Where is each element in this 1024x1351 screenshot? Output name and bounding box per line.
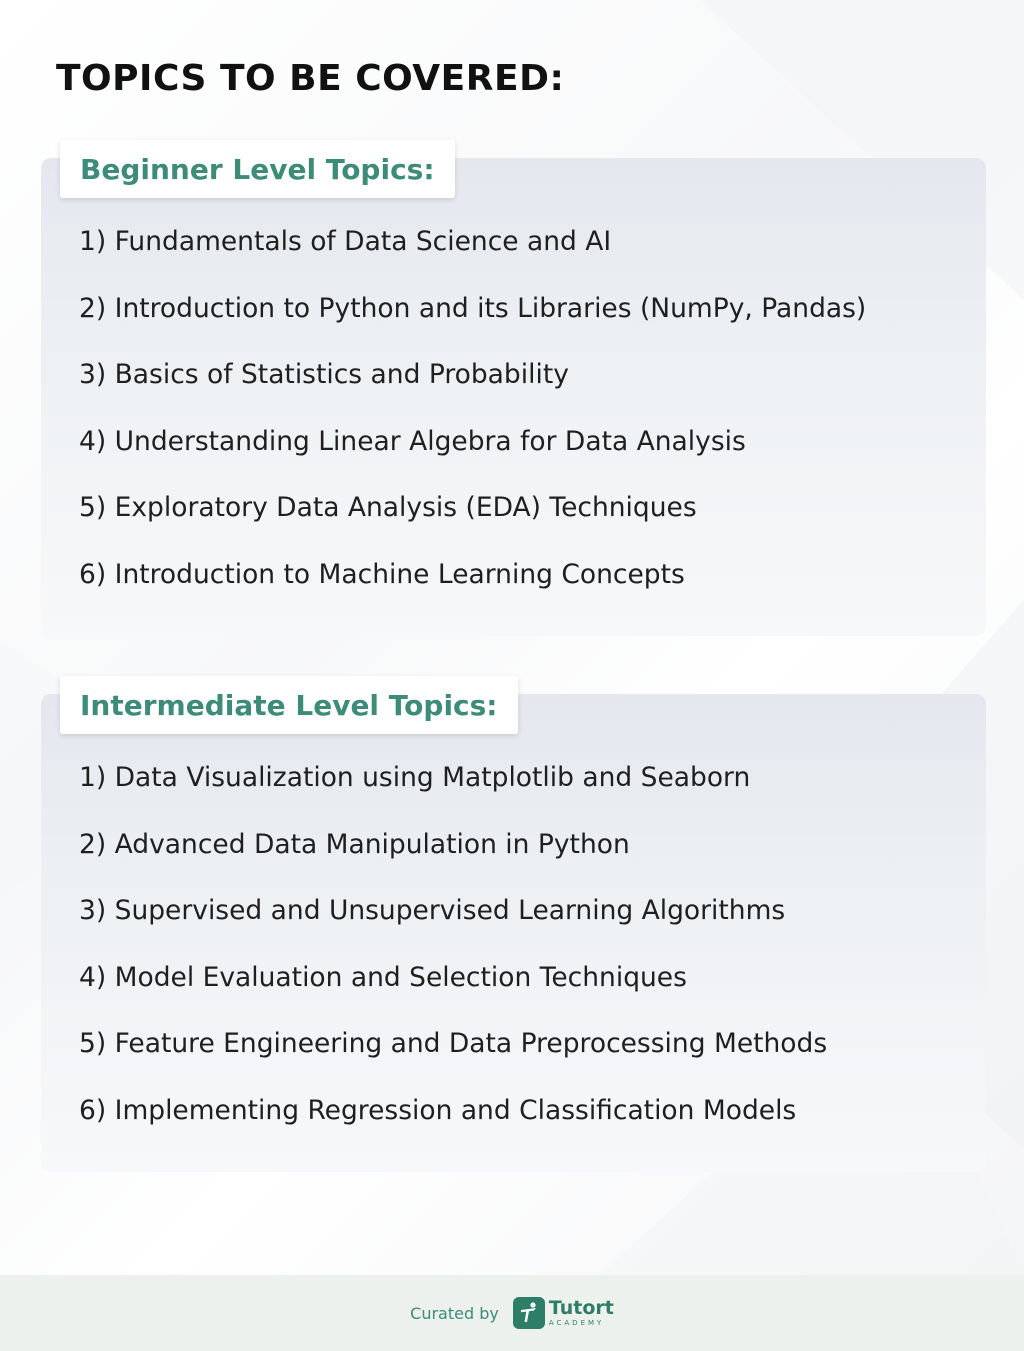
list-item: 6) Introduction to Machine Learning Concepts (79, 558, 685, 590)
curated-by-label: Curated by (410, 1303, 499, 1323)
list-item: 1) Data Visualization using Matplotlib and Seaborn (79, 762, 751, 793)
logo-subtitle: ACADEMY (548, 1319, 605, 1327)
footer (0, 1275, 1024, 1351)
list-item: 4) Understanding Linear Algebra for Data Analysis (79, 425, 746, 457)
list-item: 1) Fundamentals of Data Science and AI (79, 226, 612, 257)
tutort-figure-svg (518, 1301, 540, 1325)
list-item: 2) Advanced Data Manipulation in Python (79, 828, 630, 860)
list-item: 2) Introduction to Python and its Libraries (NumPy, Pandas) (79, 292, 867, 324)
list-item: 5) Exploratory Data Analysis (EDA) Techniques (79, 492, 697, 523)
intermediate-topics-section (41, 688, 986, 1172)
list-item: 4) Model Evaluation and Selection Techniques (79, 961, 687, 993)
list-item: 6) Implementing Regression and Classification Models (79, 1094, 797, 1126)
section-heading: Beginner Level Topics: (60, 140, 455, 198)
section-heading: Intermediate Level Topics: (60, 676, 518, 734)
list-item: 5) Feature Engineering and Data Preprocessing Methods (79, 1028, 828, 1059)
beginner-topics-section (41, 152, 986, 636)
list-item: 3) Supervised and Unsupervised Learning Algorithms (79, 895, 786, 926)
logo-name: Tutort (548, 1297, 614, 1319)
page-title: TOPICS TO BE COVERED: (56, 58, 565, 99)
list-item: 3) Basics of Statistics and Probability (79, 359, 569, 390)
tutort-logo (549, 1299, 614, 1327)
tutort-figure-icon (513, 1297, 545, 1329)
topic-list (79, 226, 866, 625)
topic-list (79, 762, 827, 1161)
